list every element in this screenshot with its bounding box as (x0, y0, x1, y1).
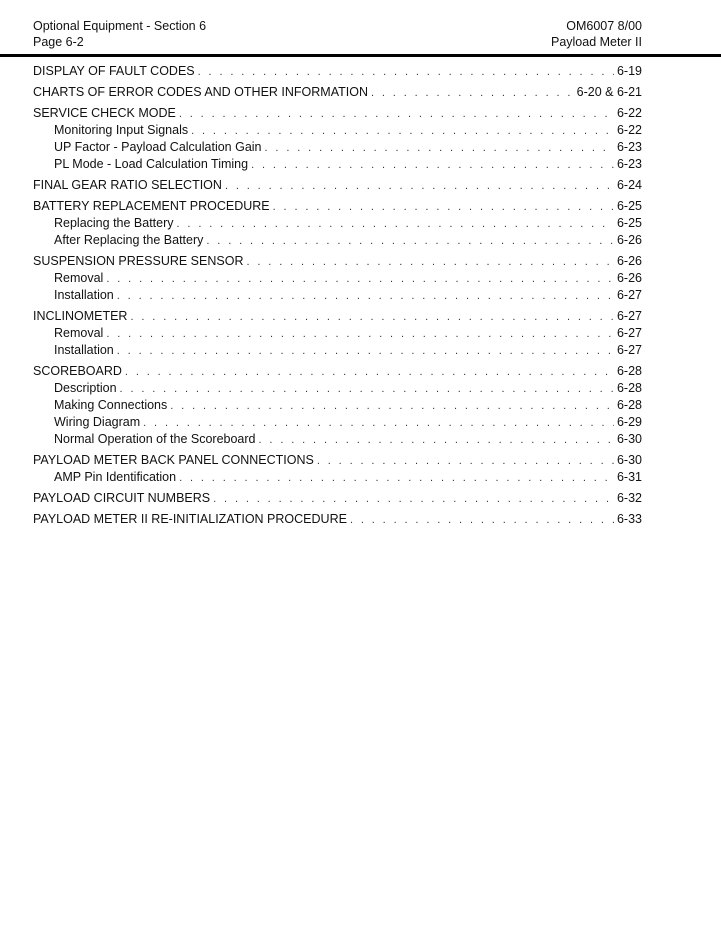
toc-entry-title: FINAL GEAR RATIO SELECTION (33, 178, 222, 192)
toc-entry (33, 177, 642, 194)
toc-entry (33, 308, 642, 325)
toc-entry-page: 6-23 (616, 140, 642, 154)
document-title: Payload Meter II (550, 35, 642, 49)
toc-section (33, 84, 642, 101)
toc-subentry (33, 380, 642, 397)
dot-leader (177, 216, 614, 233)
toc-entry-title: INCLINOMETER (33, 309, 128, 323)
dot-leader (246, 254, 614, 271)
dot-leader (317, 453, 614, 470)
toc-entry (33, 105, 642, 122)
page-header (33, 18, 642, 54)
toc-section (33, 490, 642, 507)
toc-section (33, 198, 642, 249)
toc-entry-page: 6-29 (616, 415, 642, 429)
dot-leader (106, 326, 614, 343)
dot-leader (371, 85, 574, 102)
toc-entry-page: 6-28 (616, 398, 642, 412)
toc-entry-page: 6-31 (616, 470, 642, 484)
dot-leader (206, 233, 614, 250)
dot-leader (191, 123, 614, 140)
table-of-contents (33, 63, 642, 532)
toc-section (33, 308, 642, 359)
toc-entry-title: Replacing the Battery (54, 216, 174, 230)
toc-entry-title: Description (54, 381, 117, 395)
toc-entry-page: 6-27 (616, 288, 642, 302)
toc-entry-page: 6-27 (616, 309, 642, 323)
dot-leader (350, 512, 614, 529)
toc-entry-title: After Replacing the Battery (54, 233, 204, 247)
toc-subentry (33, 215, 642, 232)
toc-subentry (33, 122, 642, 139)
toc-subentry (33, 287, 642, 304)
toc-entry-title: Monitoring Input Signals (54, 123, 189, 137)
dot-leader (170, 398, 614, 415)
toc-entry (33, 84, 642, 101)
toc-entry-title: DISPLAY OF FAULT CODES (33, 64, 195, 78)
toc-entry (33, 363, 642, 380)
toc-section (33, 363, 642, 448)
dot-leader (259, 432, 614, 449)
dot-leader (198, 64, 614, 81)
toc-entry-title: SERVICE CHECK MODE (33, 106, 176, 120)
toc-entry-title: Making Connections (54, 398, 168, 412)
toc-entry-page: 6-32 (616, 491, 642, 505)
toc-entry-page: 6-33 (616, 512, 642, 526)
toc-subentry (33, 469, 642, 486)
dot-leader (143, 415, 614, 432)
toc-entry (33, 452, 642, 469)
toc-entry-page: 6-30 (616, 432, 642, 446)
toc-entry-title: UP Factor - Payload Calculation Gain (54, 140, 262, 154)
toc-entry-page: 6-25 (616, 199, 642, 213)
toc-entry-page: 6-22 (616, 123, 642, 137)
toc-entry-page: 6-25 (616, 216, 642, 230)
toc-entry-title: PL Mode - Load Calculation Timing (54, 157, 249, 171)
toc-entry-page: 6-26 (616, 271, 642, 285)
toc-section (33, 63, 642, 80)
toc-entry-page: 6-28 (616, 381, 642, 395)
toc-section (33, 452, 642, 486)
toc-subentry (33, 414, 642, 431)
toc-section (33, 511, 642, 528)
toc-subentry (33, 342, 642, 359)
dot-leader (130, 309, 614, 326)
toc-entry-page: 6-27 (616, 326, 642, 340)
toc-subentry (33, 270, 642, 287)
dot-leader (265, 140, 614, 157)
toc-entry-page: 6-28 (616, 364, 642, 378)
toc-entry-title: PAYLOAD METER II RE-INITIALIZATION PROCEDURE (33, 512, 347, 526)
toc-subentry (33, 325, 642, 342)
toc-entry-page: 6-19 (616, 64, 642, 78)
toc-entry-title: Installation (54, 288, 114, 302)
toc-entry-title: SUSPENSION PRESSURE SENSOR (33, 254, 244, 268)
page-number: Page 6-2 (33, 35, 84, 49)
dot-leader (120, 381, 614, 398)
toc-entry-title: PAYLOAD METER BACK PANEL CONNECTIONS (33, 453, 314, 467)
toc-entry (33, 198, 642, 215)
toc-section (33, 105, 642, 173)
toc-entry-title: Removal (54, 326, 104, 340)
dot-leader (273, 199, 614, 216)
toc-entry-title: Normal Operation of the Scoreboard (54, 432, 256, 446)
toc-entry (33, 253, 642, 270)
dot-leader (251, 157, 614, 174)
header-divider (0, 54, 721, 57)
toc-entry-page: 6-24 (616, 178, 642, 192)
dot-leader (225, 178, 614, 195)
toc-section (33, 177, 642, 194)
toc-subentry (33, 232, 642, 249)
document-code: OM6007 8/00 (566, 19, 642, 33)
toc-entry-title: Installation (54, 343, 114, 357)
toc-entry (33, 511, 642, 528)
toc-entry-page: 6-27 (616, 343, 642, 357)
toc-entry-title: AMP Pin Identification (54, 470, 177, 484)
toc-entry (33, 63, 642, 80)
dot-leader (179, 470, 614, 487)
toc-entry-page: 6-20 & 6-21 (576, 85, 642, 99)
toc-entry-page: 6-22 (616, 106, 642, 120)
toc-subentry (33, 397, 642, 414)
toc-entry-title: SCOREBOARD (33, 364, 122, 378)
header-right (551, 18, 642, 50)
toc-entry-page: 6-30 (616, 453, 642, 467)
toc-entry-page: 6-26 (616, 254, 642, 268)
toc-subentry (33, 156, 642, 173)
toc-entry-title: CHARTS OF ERROR CODES AND OTHER INFORMATION (33, 85, 368, 99)
dot-leader (125, 364, 614, 381)
toc-entry-title: Removal (54, 271, 104, 285)
header-left (33, 18, 206, 50)
toc-subentry (33, 431, 642, 448)
dot-leader (106, 271, 614, 288)
section-title: Optional Equipment - Section 6 (33, 19, 207, 33)
dot-leader (117, 288, 614, 305)
toc-entry-page: 6-26 (616, 233, 642, 247)
toc-entry-title: BATTERY REPLACEMENT PROCEDURE (33, 199, 270, 213)
toc-entry (33, 490, 642, 507)
toc-subentry (33, 139, 642, 156)
toc-entry-title: PAYLOAD CIRCUIT NUMBERS (33, 491, 211, 505)
dot-leader (213, 491, 614, 508)
toc-section (33, 253, 642, 304)
dot-leader (117, 343, 614, 360)
toc-entry-title: Wiring Diagram (54, 415, 141, 429)
toc-entry-page: 6-23 (616, 157, 642, 171)
dot-leader (179, 106, 614, 123)
